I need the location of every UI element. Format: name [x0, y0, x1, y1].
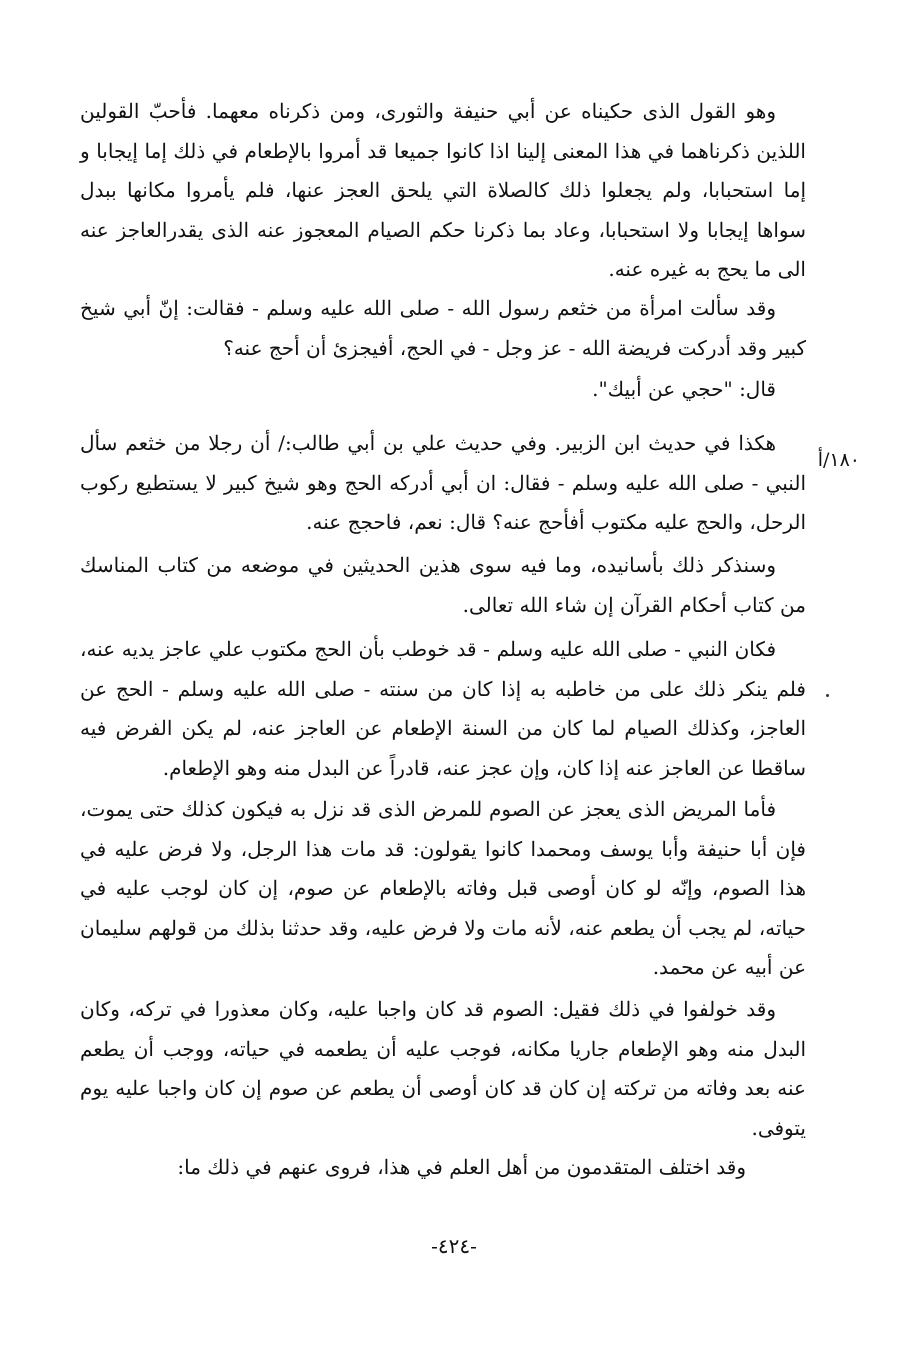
paragraph-2: وقد سألت امرأة من خثعم رسول الله - صلى الله عليه وسلم - فقالت: إنّ أبي شيخ كبير وقد أدركت فريضة الله - عز وجل - في الحج، أفيجزئ أن أحج عنه؟ — [80, 296, 806, 360]
paragraph-1: وهو القول الذى حكيناه عن أبي حنيفة والثورى، ومن ذكرناه معهما. فأحبّ القولين اللذين ذكرناهما في هذا المعنى إلينا اذا كانوا جميعا قد أمروا بالإطعام في ذلك إما إيجابا و إما استحبابا، ولم يجعلوا ذلك كالصلاة التي يلحق العجز عنها، فلم يأمروا مكانها ببدل سواها إيجابا ولا استحبابا، وعاد بما ذكرنا حكم الصيام المعجوز عنه الذى يقدرالعاجز عنه الى ما يحج به غيره عنه. — [80, 99, 806, 281]
main-text-5 — [80, 546, 806, 625]
paragraph-3: قال: "حجي عن أبيك". — [592, 377, 776, 401]
main-text-4 — [80, 424, 806, 543]
paragraph-9: وقد اختلف المتقدمون من أهل العلم في هذا، فروى عنهم في ذلك ما: — [177, 1155, 746, 1179]
main-text-7 — [80, 790, 806, 988]
main-text-6 — [80, 630, 806, 788]
main-text-8 — [80, 990, 806, 1148]
main-text — [80, 92, 806, 290]
main-text-9 — [80, 1148, 806, 1188]
margin-folio-note: ١٨٠/أ — [817, 449, 860, 471]
paragraph-5: وسنذكر ذلك بأسانيده، وما فيه سوى هذين الحديثين في موضعه من كتاب المناسك من كتاب أحكام القرآن إن شاء الله تعالى. — [80, 553, 806, 617]
page-number: -٤٢٤- — [431, 1234, 477, 1258]
paragraph-4: هكذا في حديث ابن الزبير. وفي حديث علي بن أبي طالب:/ أن رجلا من خثعم سأل النبي - صلى الله عليه وسلم - فقال: ان أبي أدركه الحج وهو شيخ كبير لا يستطيع ركوب الرحل، والحج عليه مكتوب أفأحج عنه؟ قال: نعم، فاحجج عنه. — [80, 431, 806, 534]
main-text-3 — [80, 370, 806, 410]
paragraph-7: فأما المريض الذى يعجز عن الصوم للمرض الذى قد نزل به فيكون كذلك حتى يموت، فإن أبا حنيفة وأبا يوسف ومحمدا كانوا يقولون: قد مات هذا الرجل، ولا فرض عليه في هذا الصوم، وإنّه لو كان أوصى قبل وفاته بالإطعام عن صوم، إن كان لوجب عليه في حياته، لم يجب أن يطعم عنه، لأنه مات ولا فرض عليه، وقد حدثنا بذلك من قولهم سليمان عن أبيه عن محمد. — [80, 797, 806, 979]
paragraph-6: فكان النبي - صلى الله عليه وسلم - قد خوطب بأن الحج مكتوب علي عاجز يديه عنه، فلم ينكر ذلك على من خاطبه به إذا كان من سنته - صلى الله عليه وسلم - الحج عن العاجز، وكذلك الصيام لما كان من السنة الإطعام عن العاجز عنه، لم يكن الفرض فيه ساقطا عن العاجز عنه إذا كان، وإن عجز عنه، قادراً عن البدل منه وهو الإطعام. — [80, 637, 806, 780]
margin-dot — [826, 694, 829, 697]
paragraph-8: وقد خولفوا في ذلك فقيل: الصوم قد كان واجبا عليه، وكان معذورا في تركه، وكان البدل منه وهو الإطعام جاريا مكانه، فوجب عليه أن يطعمه في حياته، ووجب أن يطعم عنه بعد وفاته من تركته إن كان قد كان أوصى أن يطعم عن صوم إن كان واجبا عليه يوم يتوفى. — [80, 997, 806, 1140]
main-text-2 — [80, 289, 806, 368]
